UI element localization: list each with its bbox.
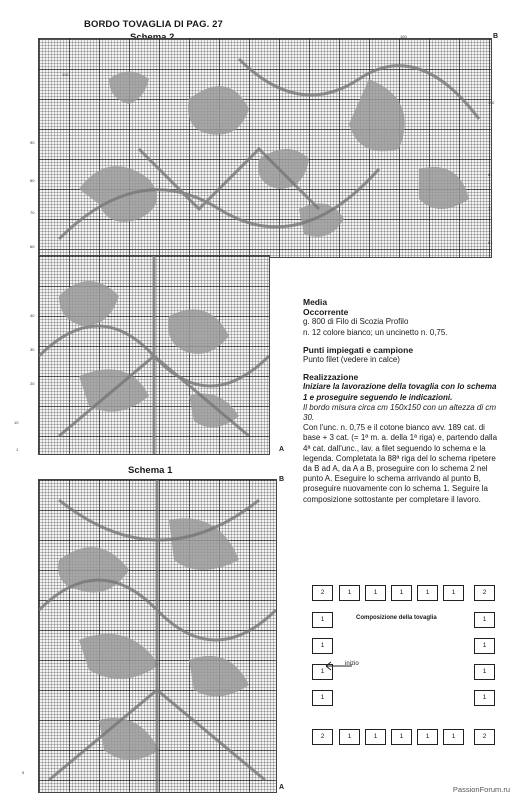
composition-title: Composizione della tovaglia (356, 615, 437, 621)
side-left-2: 1 (312, 638, 333, 654)
side-top-1: 1 (339, 585, 360, 601)
side-left-3: 1 (312, 664, 333, 680)
schema-2-right-71: 71 (488, 206, 493, 211)
schema-2-chart-top (38, 38, 495, 258)
side-bottom-1: 1 (339, 729, 360, 745)
side-bottom-4: 1 (417, 729, 438, 745)
schema-2-row-70: 70 (30, 210, 35, 215)
side-bottom-3: 1 (391, 729, 412, 745)
schema-2-right-100: 100 (400, 34, 407, 39)
schema-2-chart-bottom (38, 255, 270, 455)
corner-br: 2 (474, 729, 495, 745)
schema-1-motif (39, 480, 276, 792)
schema-1-chart (38, 479, 277, 793)
side-right-2: 1 (474, 638, 495, 654)
measure-text: Il bordo misura circa cm 150x150 con un altezza di cm 30. (303, 402, 496, 423)
corner-tl: 2 (312, 585, 333, 601)
schema-2-right-110: 110 (488, 100, 495, 105)
side-top-2: 1 (365, 585, 386, 601)
media-heading: Media (303, 297, 328, 307)
schema-1-point-b: B (279, 476, 285, 483)
side-right-4: 1 (474, 690, 495, 706)
side-top-5: 1 (443, 585, 464, 601)
instructions-body: Con l'unc. n. 0,75 e il cotone bianco avv. 189 cat. di base + 3 cat. (= 1ª m. a. della 1ª riga) e, partendo dalla 4ª cat. dall'unc., lav. a filet seguendo lo schema e la legenda. Completata la 88ª riga del lo schema ripetere da B ad A, da A a B, proseguire con lo schema 2 nel punto A. Eseguire lo schema arrivando al punto B, proseguire nuovamente con lo schema 1. Seguire la composizione sottostante per completare il lavoro. (303, 423, 498, 504)
schema-1-label: Schema 1 (128, 465, 173, 476)
watermark: PassionForum.ru (452, 785, 510, 794)
corner-bl: 2 (312, 729, 333, 745)
side-bottom-5: 1 (443, 729, 464, 745)
schema-2-row-1: 1 (16, 447, 19, 452)
occorrente-line-1: g. 800 di Filo di Scozia Profilo (303, 317, 409, 327)
schema-2-row-110: 110 (62, 72, 69, 77)
punti-heading: Punti impiegati e campione (303, 344, 414, 355)
side-top-3: 1 (391, 585, 412, 601)
schema-2-row-30: 30 (30, 347, 35, 352)
schema-2-row-40: 40 (30, 313, 35, 318)
side-left-1: 1 (312, 612, 333, 628)
side-bottom-2: 1 (365, 729, 386, 745)
schema-2-row-10: 10 (14, 420, 19, 425)
schema-2-motif-bottom (39, 256, 269, 454)
schema-2-motif-top (39, 39, 491, 257)
schema-2-right-61: 61 (488, 240, 493, 245)
start-label: inizio (345, 661, 359, 667)
composition-diagram (312, 585, 495, 745)
schema-2-row-20: 20 (30, 381, 35, 386)
schema-1-point-a: A (279, 784, 285, 791)
realizzazione-heading: Realizzazione (303, 372, 359, 383)
schema-2-point-a: A (279, 446, 285, 453)
side-left-4: 1 (312, 690, 333, 706)
realizzazione-lead: Iniziare la lavorazione della tovaglia con lo schema 1 e proseguire seguendo le indicazioni. (303, 382, 497, 402)
schema-1-row-5: 5 (22, 770, 25, 775)
instructions-block (303, 297, 503, 505)
schema-2-point-b: B (493, 33, 499, 40)
occorrente-line-2: n. 12 colore bianco; un uncinetto n. 0,75. (303, 327, 448, 337)
occorrente-heading: Occorrente (303, 307, 349, 318)
side-right-3: 1 (474, 664, 495, 680)
side-top-4: 1 (417, 585, 438, 601)
punti-text: Punto filet (vedere in calce) (303, 355, 400, 365)
schema-2-row-90: 90 (30, 140, 35, 145)
page-title: BORDO TOVAGLIA DI PAG. 27 (84, 19, 223, 30)
schema-2-right-81: 81 (488, 172, 493, 177)
corner-tr: 2 (474, 585, 495, 601)
side-right-1: 1 (474, 612, 495, 628)
schema-2-row-60: 60 (30, 244, 35, 249)
schema-2-row-80: 80 (30, 178, 35, 183)
